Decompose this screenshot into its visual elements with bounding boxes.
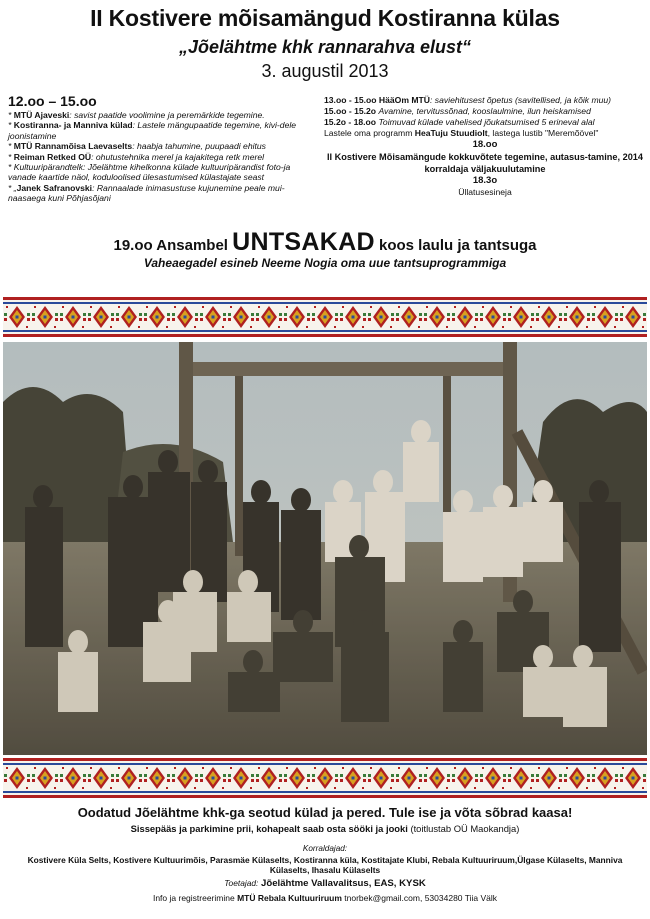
summary-text: II Kostivere Mõisamängude kokkuvõtete tegemine, autasus-tamine, 2014 korraldaja väljakuulutamine — [326, 152, 644, 174]
program-line — [324, 117, 646, 128]
item-text: : haabja tahumine, puupaadi ehitus — [132, 141, 266, 152]
line-text: : saviehitusest õpetus (savitellised, ja kõik muu) — [430, 95, 612, 105]
line-time: 13.oo - 15.oo — [324, 95, 377, 105]
left-time: 12.oo – 15.oo — [8, 93, 97, 109]
item-org: MTÜ Ajaveski — [13, 110, 70, 120]
time-183: 18.3o — [472, 175, 498, 186]
item-org: Kostiranna- ja Manniva külad — [13, 120, 133, 131]
line-org: HeaTuju Stuudiolt — [414, 128, 488, 138]
program-item: * Kultuuripärandtelk: Jõelähtme kihelkonna külade kultuuripärandist foto-ja vanade kaartide näol, koduloolised ülesastumised külastajate seast — [8, 162, 291, 183]
item-text: : savist paatide voolimine ja peremärkide tegemine. — [69, 110, 265, 120]
program-line — [324, 128, 646, 139]
supporters-list: Jõelähtme Vallavalitsus, EAS, KYSK — [258, 878, 426, 889]
catering-note: (toitlustab OÜ Maokandja) — [407, 823, 520, 834]
concert-time: 19.oo — [113, 237, 153, 254]
line-text: Lastele oma programm — [324, 128, 415, 138]
program-line — [324, 106, 646, 117]
supporters-line — [0, 878, 650, 889]
concert-post: koos laulu ja tantsuga — [374, 237, 537, 254]
item-text: : ohutustehnika merel ja kajakitega retk merel — [91, 151, 265, 162]
program-item: * „Janek Safranovski: Rannaalade inimasustuse kujunemine peale mui-naasaega kuni Põhjasõjani — [8, 182, 285, 204]
band-name: UNTSAKAD — [232, 228, 375, 256]
organizers-label: Korraldajad: — [302, 844, 348, 853]
item-org: Reiman Retked OÜ — [13, 151, 92, 162]
line-org: HääOm MTÜ — [378, 95, 431, 105]
folk-pattern-graphic — [3, 761, 647, 795]
left-program — [8, 93, 318, 204]
event-date: 3. augustil 2013 — [261, 61, 389, 81]
entry-text: Sissepääs ja parkimine prii, kohapealt saab osta sööki ja jooki — [130, 823, 408, 834]
supporters-label: Toetajad: — [224, 878, 259, 888]
concert-line — [0, 228, 650, 257]
item-text: Kultuuripärandtelk: Jõelähtme kihelkonna külade kultuuripärandist foto-ja vanade kaartide näol, koduloolised ülesastumised külastajate seast — [8, 162, 291, 183]
line-time: 15.2o - 18.oo — [324, 117, 377, 127]
poster-subtitle: „Jõelähtme khk rannarahva elust“ — [178, 37, 472, 57]
line-text: , lastega lustib "Meremõövel" — [487, 128, 599, 138]
concert-pre: Ansambel — [152, 237, 233, 254]
concert-subtitle: Vaheaegadel esineb Neeme Nogia oma uue tantsuprogrammiga — [143, 256, 507, 270]
right-program — [324, 95, 646, 198]
program-item: * MTÜ Ajaveski: savist paatide voolimine ja peremärkide tegemine. — [8, 110, 265, 120]
entry-info — [0, 823, 650, 834]
surprise-text: Üllatusesineja — [458, 187, 512, 197]
line-text: Toimuvad külade vahelised jõukatsumised 5 erineval alal — [378, 117, 595, 127]
program-item: * Kostiranna- ja Manniva külad: Lastele mängupaatide tegemine, kivi-dele joonistamine — [8, 120, 297, 141]
item-text: : Lastele mängupaatide tegemine, kivi-dele joonistamine — [8, 120, 297, 141]
reg-contact: tnorbek@gmail.com, 53034280 Tiia Välk — [341, 893, 498, 903]
reg-org: MTÜ Rebala Kultuuriruum — [237, 893, 342, 903]
item-text: : Rannaalade inimasustuse kujunemine peale mui-naasaega kuni Põhjasõjani — [8, 182, 285, 204]
line-time: 15.oo - 15.2o — [324, 106, 377, 116]
invitation-text: Oodatud Jõelähtme khk-ga seotud külad ja pered. Tule ise ja võta sõbrad kaasa! — [77, 805, 573, 820]
group-photo-graphic — [3, 342, 647, 755]
folk-pattern-band — [3, 758, 647, 798]
program-line — [324, 95, 646, 106]
folk-pattern-graphic — [3, 300, 647, 334]
program-item: * MTÜ Rannamõisa Laevaselts: haabja tahumine, puupaadi ehitus — [8, 141, 266, 152]
line-text: Avamine, tervitussõnad, kooslaulmine, ilun heiskamised — [378, 106, 591, 116]
item-org: MTÜ Rannamõisa Laevaselts — [13, 141, 133, 152]
historic-group-photo — [3, 342, 647, 755]
registration-info — [0, 893, 650, 903]
reg-label: Info ja registreerimine — [152, 893, 238, 903]
time-18: 18.oo — [472, 139, 498, 150]
poster-title: II Kostivere mõisamängud Kostiranna külas — [90, 5, 560, 31]
program-item: * Reiman Retked OÜ: ohutustehnika merel ja kajakitega retk merel — [8, 151, 265, 162]
organizers-list: Kostivere Küla Selts, Kostivere Kultuurimõis, Parasmäe Külaselts, Kostiranna küla, Kostitajate Klubi, Rebala Kultuuriruum,Ülgase Külaselts, Manniva Külaselts, Ihasalu Külaselts — [27, 855, 623, 876]
folk-pattern-band — [3, 297, 647, 337]
item-org: Janek Safranovski — [16, 182, 93, 193]
